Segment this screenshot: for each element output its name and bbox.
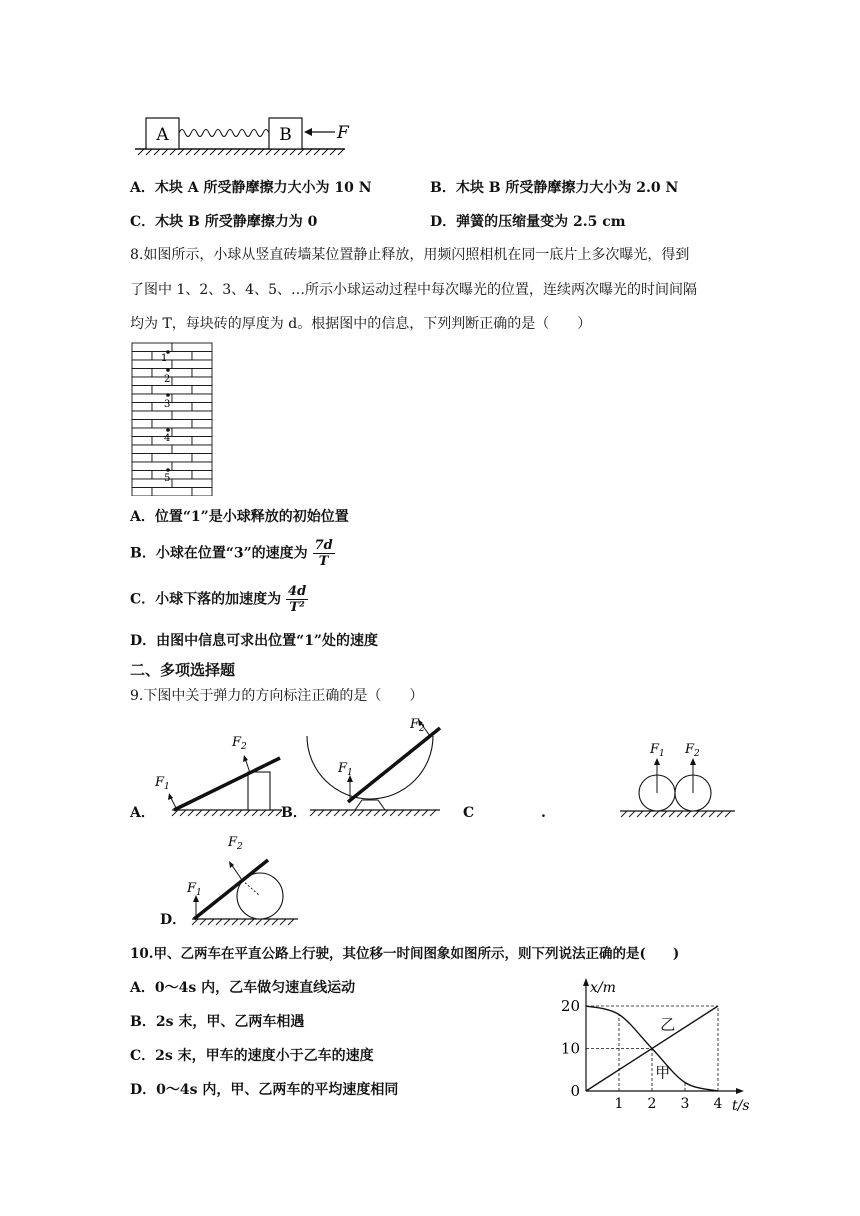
ball-position-5 <box>166 468 170 472</box>
q7-option-b: B．木块 B 所受静摩擦力大小为 2.0 N <box>430 180 679 196</box>
svg-text:F2: $F_2$ <box>228 835 243 852</box>
spring <box>179 130 269 137</box>
q9-figure-a <box>150 728 285 818</box>
position-label-3: 3 <box>164 399 171 410</box>
q9-figure-b <box>300 716 450 820</box>
q7-figure <box>130 112 360 160</box>
position-label-4: 4 <box>164 433 171 444</box>
q10-stem: 10.甲、乙两车在平直公路上行驶，其位移一时间图象如图所示，则下列说法正确的是( ) <box>130 946 680 962</box>
y-axis-label: x/m <box>590 980 616 996</box>
series-label-jia: 甲 <box>655 1063 671 1082</box>
q7-option-d: D．弹簧的压缩量变为 2.5 cm <box>430 214 626 230</box>
q10-option-b: B．2s 末，甲、乙两车相遇 <box>130 1014 305 1030</box>
position-label-2: 2 <box>164 374 171 385</box>
q10-option-a: A．0～4s 内，乙车做匀速直线运动 <box>130 980 356 996</box>
svg-text:F1: $F_1$ <box>155 775 170 792</box>
svg-text:F1: $F_1$ <box>338 761 353 778</box>
q10-option-c: C．2s 末，甲车的速度小于乙车的速度 <box>130 1048 374 1064</box>
q8-brick-wall <box>130 342 216 496</box>
q8-stem-line2: 了图中 1、2、3、4、5、…所示小球运动过程中每次曝光的位置，连续两次曝光的时间间隔 <box>130 282 697 298</box>
block-b-label: B <box>279 125 292 145</box>
x-tick-label-1: 1 <box>614 1096 624 1112</box>
q8-option-d: D．由图中信息可求出位置“1”处的速度 <box>130 633 378 649</box>
block-a-label: A <box>156 125 169 145</box>
ball-position-3 <box>166 393 170 397</box>
series-label-yi: 乙 <box>660 1015 676 1034</box>
q7-option-a: A．木块 A 所受静摩擦力大小为 10 N <box>130 180 372 196</box>
q8-option-c <box>130 584 308 615</box>
ball-position-4 <box>166 428 170 432</box>
q9-figure-c <box>615 735 740 820</box>
svg-text:F2: $F_2$ <box>410 717 425 734</box>
q8-stem-line1: 8.如图所示，小球从竖直砖墙某位置静止释放，用频闪照相机在同一底片上多次曝光，得到 <box>130 247 690 263</box>
x-tick-label-4: 4 <box>713 1096 723 1112</box>
q8-option-a: A．位置“1”是小球释放的初始位置 <box>130 509 349 525</box>
section-title: 二、多项选择题 <box>130 661 236 679</box>
q8-option-b-fraction: $\frac{7d}{T}$ <box>314 538 333 569</box>
y-tick-label-20: 20 <box>560 997 580 1015</box>
q7-option-c: C．木块 B 所受静摩擦力为 0 <box>130 214 318 230</box>
q10-xt-chart <box>558 970 768 1120</box>
q8-option-c-fraction: $\frac{4d}{\text{T²}}$ <box>288 584 307 615</box>
svg-text:F2: $F_2$ <box>685 742 700 759</box>
y-tick-label-10: 10 <box>560 1039 580 1058</box>
svg-text:F1: $F_1$ <box>650 742 665 759</box>
q8-option-c-text: C．小球下落的加速度为 <box>130 591 282 608</box>
q9-figure-d <box>180 828 310 928</box>
f2-arrow <box>231 864 242 880</box>
support-block <box>248 772 270 810</box>
q9-label-c: C <box>463 805 475 821</box>
x-tick-label-3: 3 <box>680 1096 690 1112</box>
x-axis-label: t/s <box>732 1098 750 1114</box>
hemispherical-bowl <box>307 736 433 799</box>
q8-stem-line3: 均为 T，每块砖的厚度为 d。根据图中的信息，下列判断正确的是（ ） <box>130 316 592 332</box>
force-label: F <box>337 123 349 143</box>
q8-option-b <box>130 538 335 569</box>
q8-option-b-text: B．小球在位置“3”的速度为 <box>130 545 308 562</box>
svg-text:F2: $F_2$ <box>232 735 247 752</box>
q9-label-d: D． <box>160 912 187 928</box>
position-label-1: 1 <box>161 353 168 364</box>
y-tick-label-0: 0 <box>570 1082 580 1100</box>
ball-position-2 <box>166 368 170 372</box>
q9-label-b: B． <box>281 805 307 821</box>
q9-stem: 9.下图中关于弹力的方向标注正确的是（ ） <box>130 688 424 704</box>
position-label-5: 5 <box>164 473 171 484</box>
q9-label-a: A． <box>130 805 155 821</box>
svg-text:F1: $F_1$ <box>187 881 202 898</box>
x-tick-label-2: 2 <box>647 1096 657 1112</box>
q9-label-c-dot: . <box>541 805 546 821</box>
q10-option-d: D．0～4s 内，甲、乙两车的平均速度相同 <box>130 1082 399 1098</box>
